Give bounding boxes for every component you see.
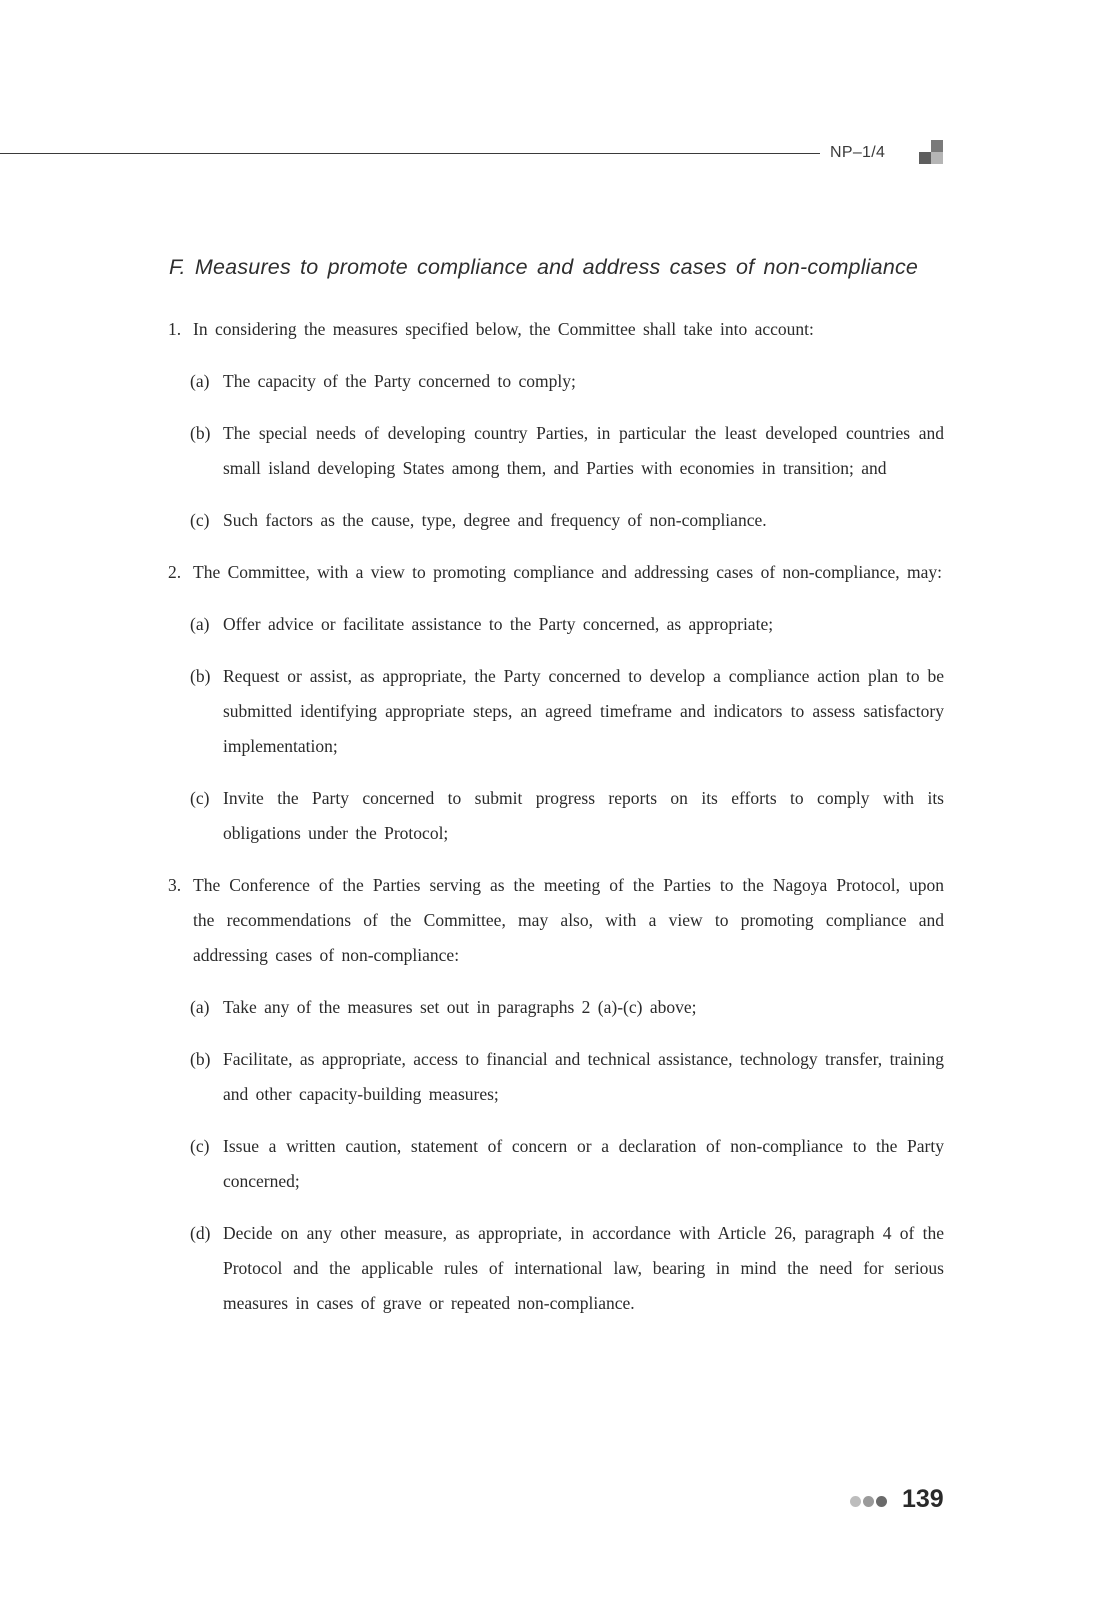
page-dots-icon (850, 1494, 889, 1506)
item-text: Facilitate, as appropriate, access to financial and technical assistance, technology transfer, training and other capacity-building measures; (223, 1049, 944, 1104)
item-label: (a) (190, 997, 210, 1017)
item-label: (c) (190, 510, 210, 530)
paragraph-number: 3. (168, 875, 182, 895)
item-text: Such factors as the cause, type, degree and frequency of non-compliance. (223, 510, 767, 530)
item-label: (a) (190, 614, 210, 634)
item-text: Issue a written caution, statement of concern or a declaration of non-compliance to the Party concerned; (223, 1136, 944, 1191)
list-item (190, 1042, 944, 1112)
item-label: (b) (190, 666, 211, 686)
item-text: Offer advice or facilitate assistance to the Party concerned, as appropriate; (223, 614, 774, 634)
page-number: 139 (902, 1485, 944, 1513)
item-text: Request or assist, as appropriate, the Party concerned to develop a compliance action plan to be submitted identifying appropriate steps, an agreed timeframe and indicators to assess satisfactory implementation; (223, 666, 944, 756)
paragraph-number: 2. (168, 562, 182, 582)
item-label: (d) (190, 1223, 211, 1243)
paragraph-1 (168, 312, 944, 347)
item-text: Decide on any other measure, as appropriate, in accordance with Article 26, paragraph 4 of the Protocol and the applicable rules of international law, bearing in mind the need for serious measures in cases of grave or repeated non-compliance. (223, 1223, 944, 1313)
list-item (190, 990, 944, 1025)
item-text: Invite the Party concerned to submit progress reports on its efforts to comply with its obligations under the Protocol; (223, 788, 944, 843)
list-item (190, 416, 944, 486)
list-item (190, 364, 944, 399)
item-label: (b) (190, 1049, 211, 1069)
paragraph-text: The Committee, with a view to promoting compliance and addressing cases of non-compliance, may: (193, 562, 943, 582)
paragraph-text: In considering the measures specified below, the Committee shall take into account: (193, 319, 814, 339)
header-square-mark-icon (919, 140, 943, 164)
paragraph-text: The Conference of the Parties serving as the meeting of the Parties to the Nagoya Protocol, upon the recommendations of the Committee, may also, with a view to promoting compliance and addressing cases of non-compliance: (193, 875, 944, 965)
item-text: The capacity of the Party concerned to comply; (223, 371, 576, 391)
list-item (190, 607, 944, 642)
list-item (190, 1216, 944, 1321)
list-item (190, 503, 944, 538)
item-text: Take any of the measures set out in paragraphs 2 (a)-(c) above; (223, 997, 697, 1017)
list-item (190, 659, 944, 764)
list-item (190, 1129, 944, 1199)
item-label: (c) (190, 1136, 210, 1156)
item-label: (a) (190, 371, 210, 391)
list-item (190, 781, 944, 851)
document-body (168, 312, 944, 1338)
paragraph-3 (168, 868, 944, 973)
paragraph-2 (168, 555, 944, 590)
header-rule (0, 153, 820, 154)
paragraph-number: 1. (168, 319, 182, 339)
item-label: (b) (190, 423, 211, 443)
item-label: (c) (190, 788, 210, 808)
document-code: NP–1/4 (830, 144, 886, 161)
section-title: F. Measures to promote compliance and address cases of non-compliance (169, 255, 919, 279)
item-text: The special needs of developing country Parties, in particular the least developed countries and small island developing States among them, and Parties with economies in transition; and (223, 423, 944, 478)
